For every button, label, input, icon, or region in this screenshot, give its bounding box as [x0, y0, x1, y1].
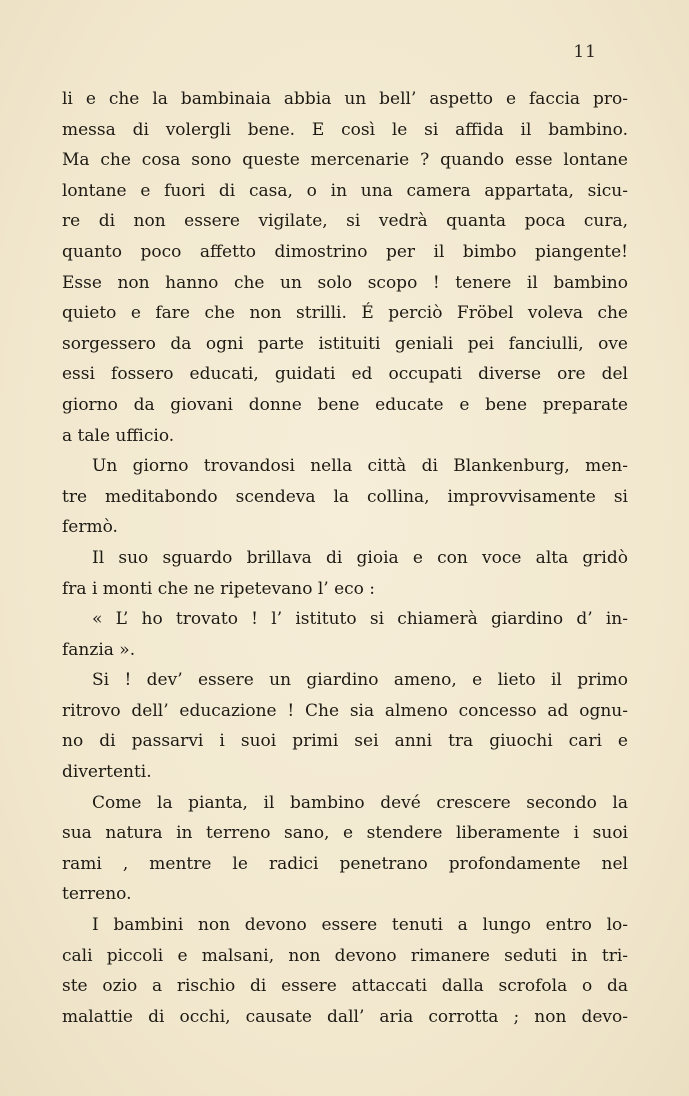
text-line: « L’ ho trovato ! l’ istituto si chiamerà giardino d’ in-	[92, 609, 628, 630]
body-text	[62, 84, 628, 1032]
text-line: li e che la bambinaia abbia un bell’ aspetto e faccia pro-	[62, 89, 628, 109]
text-line: messa di volergli bene. E così le si affida il bambino.	[62, 119, 628, 140]
text-line: quanto poco affetto dimostrino per il bimbo piangente!	[62, 241, 628, 262]
text-line: fra i monti che ne ripetevano l’ eco :	[62, 578, 376, 599]
text-line: terreno.	[62, 884, 132, 905]
text-line: ste ozio a rischio di essere attaccati dalla scrofola o da	[62, 976, 628, 997]
text-line: cali piccoli e malsani, non devono rimanere seduti in tri-	[62, 945, 628, 966]
text-line: sua natura in terreno sano, e stendere liberamente i suoi	[62, 823, 628, 844]
text-line: essi fossero educati, guidati ed occupati diverse ore del	[62, 364, 628, 385]
text-line: giorno da giovani donne bene educate e bene preparate	[62, 394, 628, 415]
text-line: ritrovo dell’ educazione ! Che sia almeno concesso ad ognu-	[62, 700, 628, 721]
text-line: a tale ufficio.	[62, 425, 175, 446]
text-line: divertenti.	[62, 762, 152, 783]
text-line: Esse non hanno che un solo scopo ! tenere il bambino	[62, 272, 628, 293]
text-line: lontane e fuori di casa, o in una camera appartata, sicu-	[62, 180, 628, 201]
text-line: sorgessero da ogni parte istituiti geniali pei fanciulli, ove	[62, 333, 628, 354]
text-line: no di passarvi i suoi primi sei anni tra giuochi cari e	[62, 731, 628, 752]
page-number: 11	[573, 42, 597, 62]
text-line: Un giorno trovandosi nella città di Blankenburg, men-	[92, 456, 628, 477]
text-line: Si ! dev’ essere un giardino ameno, e lieto il primo	[92, 670, 628, 691]
text-line: fanzia ».	[62, 639, 136, 660]
text-line: quieto e fare che non strilli. É perciò Fröbel voleva che	[62, 303, 628, 324]
text-line: rami , mentre le radici penetrano profondamente nel	[62, 853, 628, 874]
text-line: tre meditabondo scendeva la collina, improvvisamente si	[62, 486, 628, 507]
text-line: Come la pianta, il bambino devé crescere secondo la	[92, 792, 628, 813]
text-line: fermò.	[62, 517, 118, 538]
text-line: Il suo sguardo brillava di gioia e con voce alta gridò	[92, 547, 628, 568]
text-line: re di non essere vigilate, si vedrà quanta poca cura,	[62, 211, 628, 232]
text-line: I bambini non devono essere tenuti a lungo entro lo-	[92, 915, 628, 936]
text-line: Ma che cosa sono queste mercenarie ? quando esse lontane	[62, 150, 628, 171]
text-line: malattie di occhi, causate dall’ aria corrotta ; non devo-	[62, 1006, 628, 1027]
